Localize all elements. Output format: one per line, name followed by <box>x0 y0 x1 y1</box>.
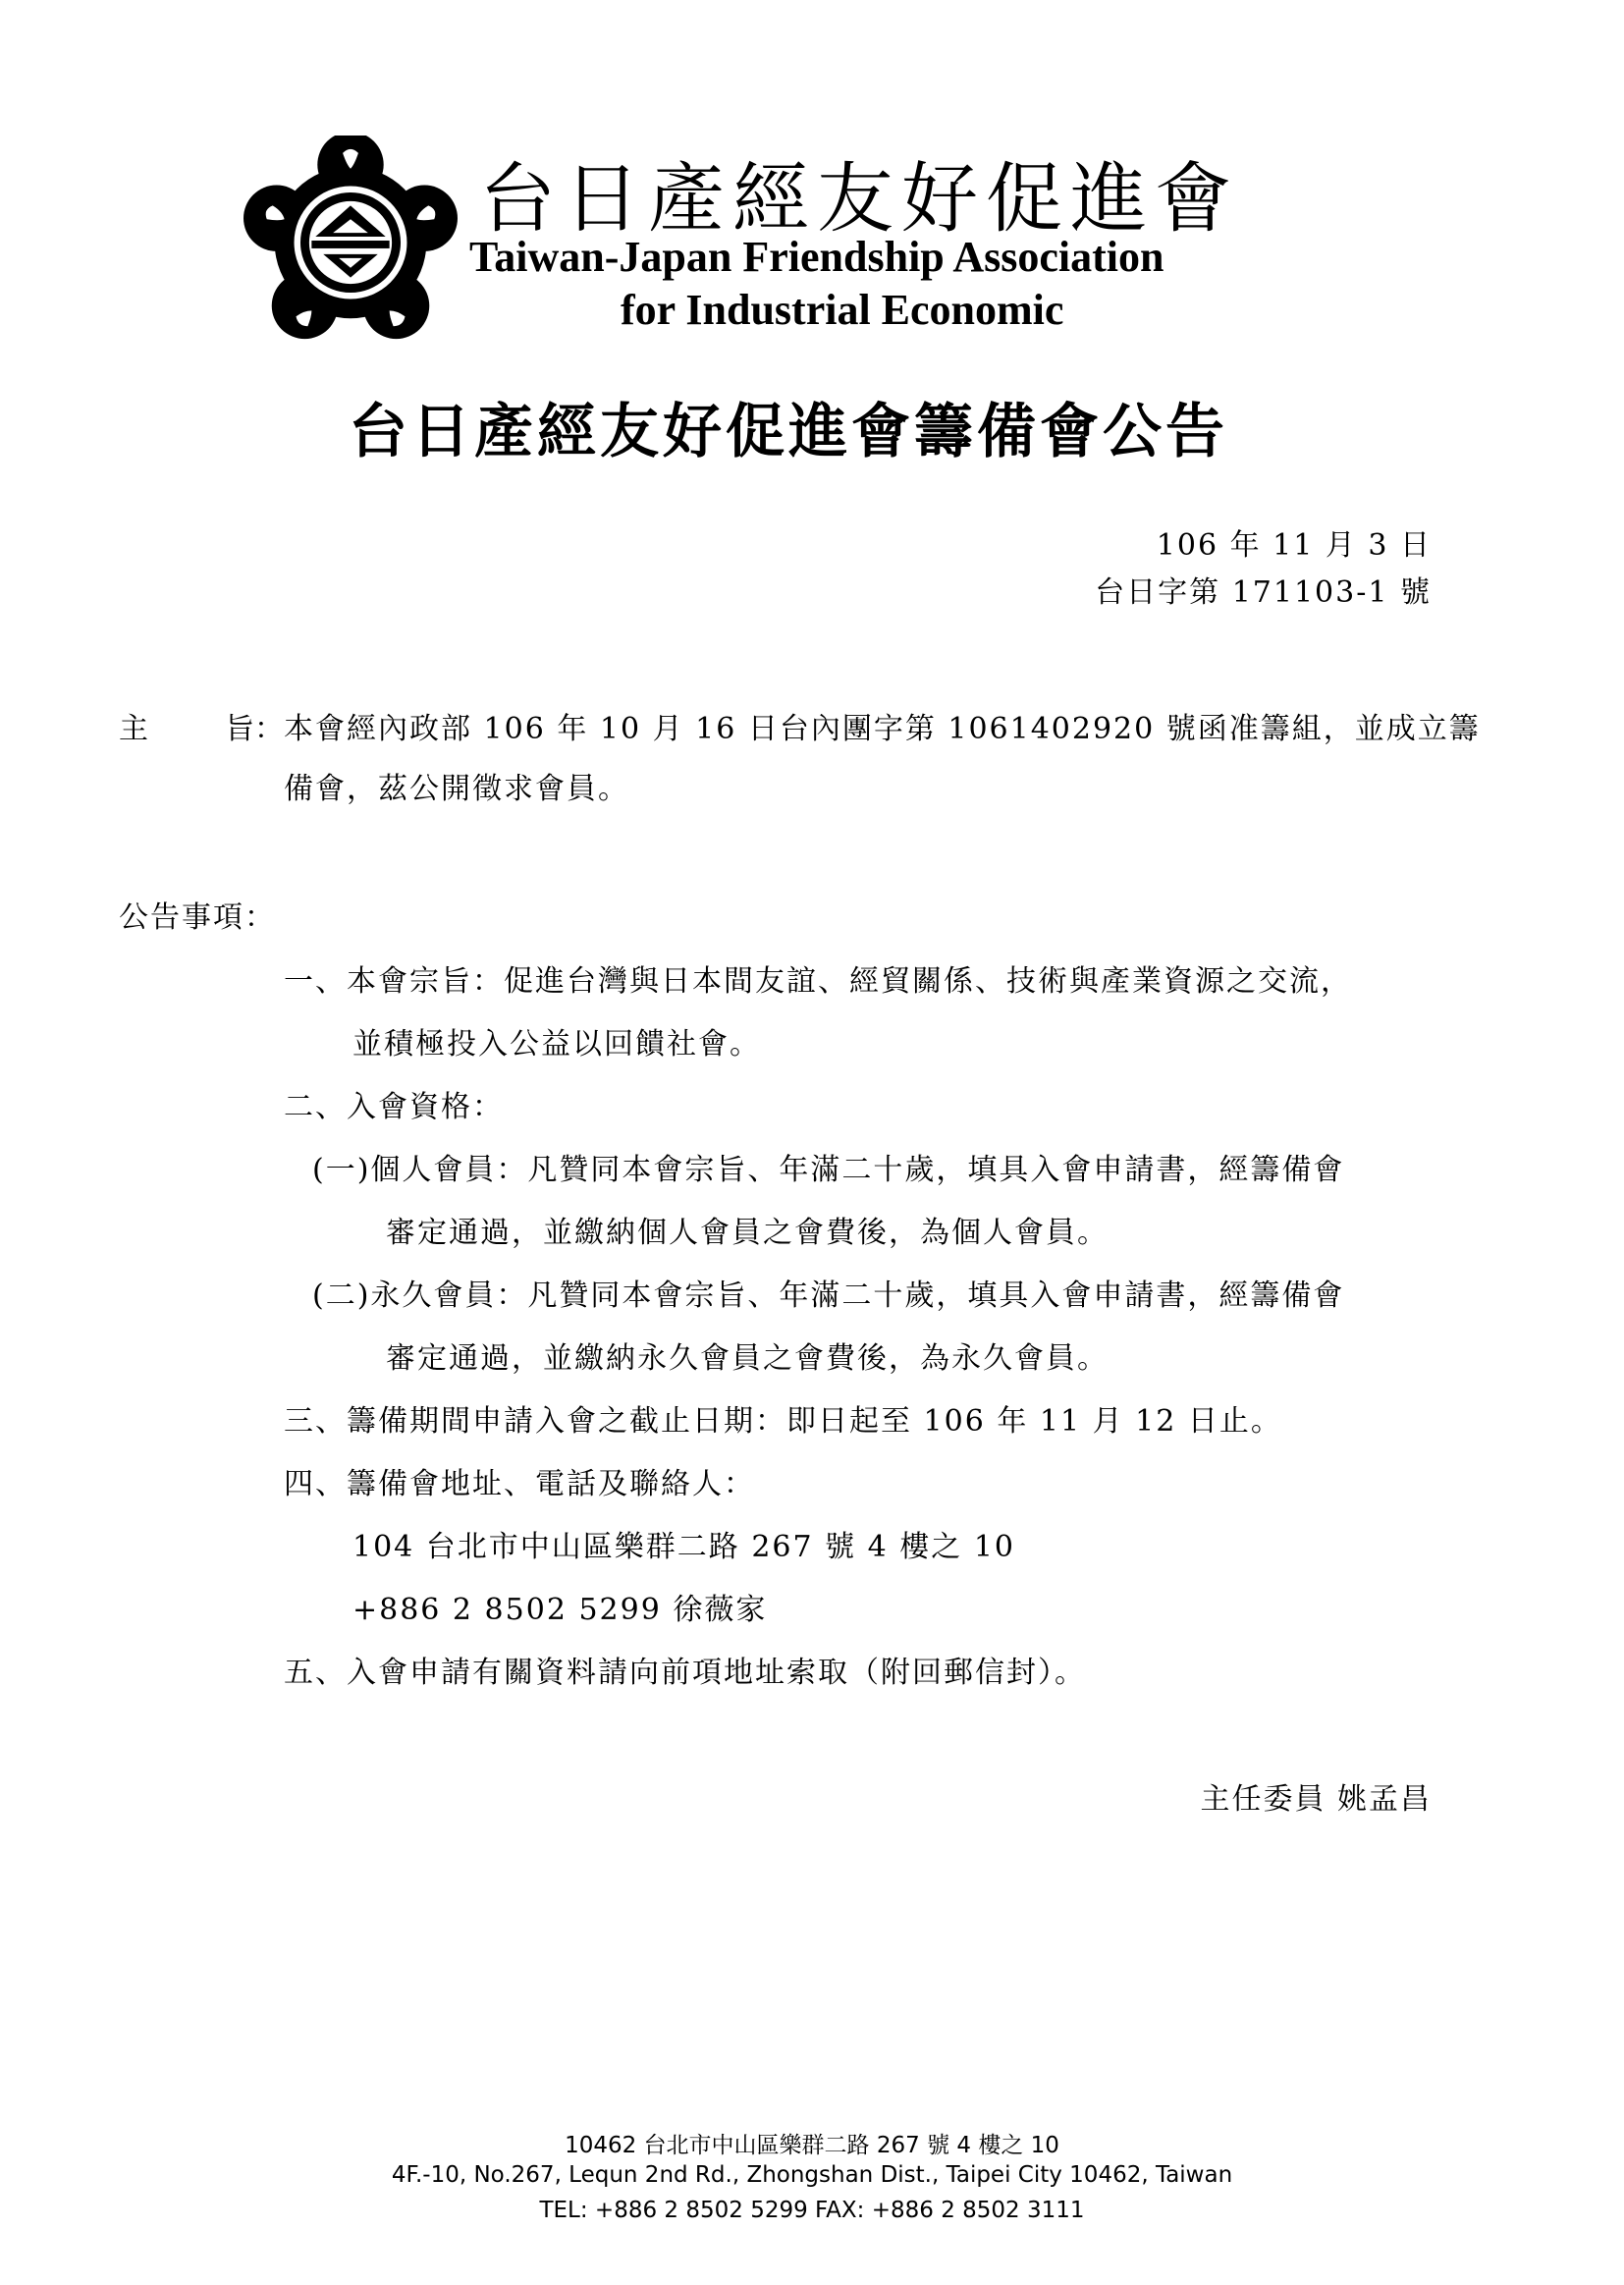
document-title: 台日產經友好促進會籌備會公告 <box>349 398 1228 466</box>
notice-item-1-line-1: 一、本會宗旨：促進台灣與日本間友誼、經貿關係、技術與產業資源之交流， <box>284 964 1352 999</box>
subject-line-2: 備會，茲公開徵求會員。 <box>284 772 629 806</box>
notice-item-2-heading: 二、入會資格： <box>284 1090 504 1124</box>
notice-item-3: 三、籌備期間申請入會之截止日期：即日起至 106 年 11 月 12 日止。 <box>284 1404 1282 1439</box>
document-date: 106 年 11 月 3 日 <box>1156 528 1432 563</box>
notice-item-2-sub-2-line-1: (二)永久會員：凡贊同本會宗旨、年滿二十歲，填具入會申請書，經籌備會 <box>312 1279 1345 1313</box>
notice-item-4-address: 104 台北市中山區樂群二路 267 號 4 樓之 10 <box>352 1530 1015 1564</box>
org-name-en-line2: for Industrial Economic <box>621 286 1064 334</box>
org-name-en-line1: Taiwan-Japan Friendship Association <box>469 233 1164 281</box>
org-name-zh: 台日產經友好促進會 <box>479 155 1240 244</box>
notice-item-2-sub-1-line-1: (一)個人會員：凡贊同本會宗旨、年滿二十歲，填具入會申請書，經籌備會 <box>312 1153 1345 1187</box>
subject-label-char-2: 旨： <box>225 712 284 746</box>
footer-address-en: 4F.-10, No.267, Lequn 2nd Rd., Zhongshan Dist., Taipei City 10462, Taiwan <box>391 2162 1233 2188</box>
notice-item-2-sub-2-line-2: 審定通過，並繳納永久會員之會費後，為永久會員。 <box>386 1341 1109 1376</box>
association-emblem-icon <box>244 136 458 350</box>
document-number: 台日字第 171103-1 號 <box>1095 575 1432 610</box>
notice-item-5: 五、入會申請有關資料請向前項地址索取（附回郵信封）。 <box>284 1656 1086 1690</box>
footer-address-zh: 10462 台北市中山區樂群二路 267 號 4 樓之 10 <box>565 2133 1059 2158</box>
notice-item-2-sub-1-line-2: 審定通過，並繳納個人會員之會費後，為個人會員。 <box>386 1216 1109 1250</box>
footer-contact: TEL: +886 2 8502 5299 FAX: +886 2 8502 3111 <box>539 2198 1085 2223</box>
subject-label <box>119 704 284 747</box>
signature: 主任委員 姚孟昌 <box>1200 1782 1432 1817</box>
notice-item-4-heading: 四、籌備會地址、電話及聯絡人： <box>284 1467 755 1501</box>
subject-label-char-1: 主 <box>119 712 148 746</box>
subject-line-1: 本會經內政部 106 年 10 月 16 日台內團字第 1061402920 號函准籌組，並成立籌 <box>284 712 1481 746</box>
notice-item-1-line-2: 並積極投入公益以回饋社會。 <box>352 1027 761 1061</box>
notice-item-4-contact: +886 2 8502 5299 徐薇家 <box>352 1593 768 1627</box>
notice-heading: 公告事項： <box>119 900 276 935</box>
